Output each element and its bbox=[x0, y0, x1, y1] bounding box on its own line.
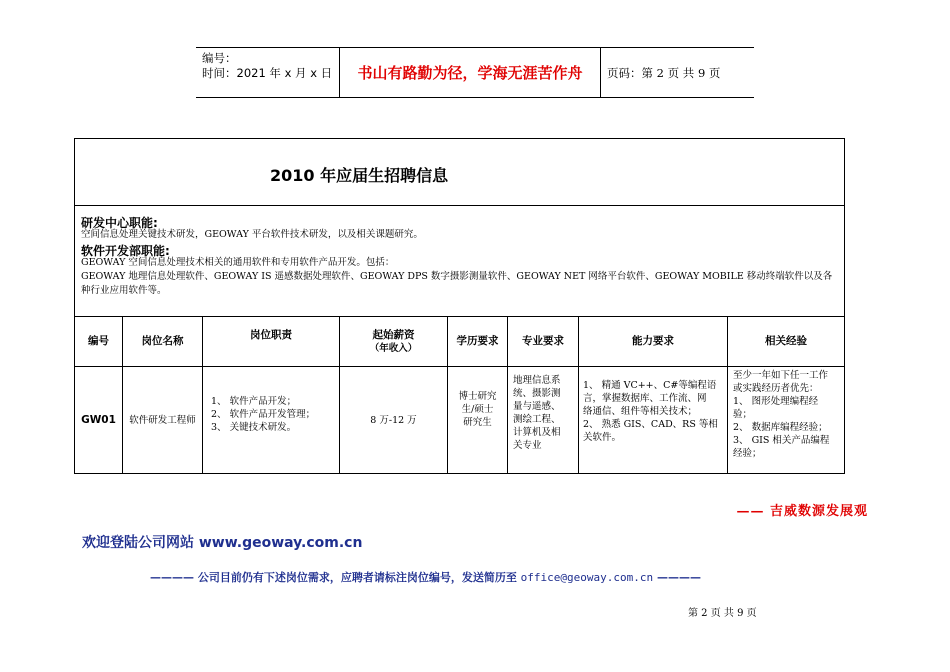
positions-grid bbox=[75, 317, 844, 474]
header-ability: 能力要求 bbox=[632, 335, 674, 347]
major-line: 统、摄影测 bbox=[513, 388, 561, 399]
row-salary: 8 万-12 万 bbox=[370, 415, 417, 426]
row-name: 软件研发工程师 bbox=[129, 415, 196, 426]
page-footer: 第 2 页 共 9 页 bbox=[688, 608, 757, 619]
duty-line: 1、 软件产品开发； bbox=[211, 396, 297, 407]
ability-line: 2、 熟悉 GIS、CAD、RS 等相 bbox=[583, 419, 718, 430]
page-header bbox=[196, 47, 754, 98]
recruitment-table bbox=[74, 138, 845, 474]
ability-line: 1、 精通 VC++、C#等编程语 bbox=[583, 380, 717, 391]
edu-line: 生/硕士 bbox=[461, 404, 494, 415]
exp-line: 3、 GIS 相关产品编程 bbox=[733, 435, 830, 446]
major-line: 量与遥感、 bbox=[513, 401, 561, 412]
header-name: 岗位名称 bbox=[141, 335, 184, 347]
major-line: 计算机及相 bbox=[513, 427, 561, 438]
row-major bbox=[513, 374, 577, 452]
major-line: 测绘工程、 bbox=[513, 414, 561, 425]
header-salary-sub: （年收入） bbox=[369, 342, 418, 354]
company-tagline: —— 吉威数源发展观 bbox=[736, 504, 868, 519]
exp-line: 验； bbox=[733, 409, 753, 420]
exp-line: 或实践经历者优先： bbox=[733, 383, 819, 394]
header-edu: 学历要求 bbox=[456, 335, 499, 347]
notice-prefix: ———— 公司目前仍有下述岗位需求，应聘者请标注岗位编号，发送简历至 bbox=[150, 571, 517, 584]
header-motto-box bbox=[339, 48, 601, 97]
exp-line: 1、 图形处理编程经 bbox=[733, 396, 819, 407]
major-line: 关专业 bbox=[513, 440, 542, 451]
sw-heading: 软件开发部职能: bbox=[81, 244, 170, 258]
exp-line: 经验； bbox=[733, 448, 762, 459]
number-label: 编号： bbox=[202, 51, 237, 65]
header-salary-label: 起始薪资 bbox=[372, 328, 415, 341]
row-duty bbox=[211, 395, 337, 434]
ability-line: 言，掌握数据库、工作流、网 bbox=[583, 393, 707, 404]
header-major: 专业要求 bbox=[522, 335, 564, 347]
sw-text-2: GEOWAY 地理信息处理软件、GEOWAY IS 遥感数据处理软件、GEOWAY DPS 数字摄影测量软件、GEOWAY NET 网络平台软件、GEOWAY MOBILE 移动终端软件以及各种行业应用软件等。 bbox=[81, 271, 833, 296]
duty-line: 2、 软件产品开发管理； bbox=[211, 409, 316, 420]
duty-line: 3、 关键技术研发。 bbox=[211, 422, 297, 433]
row-ability bbox=[583, 379, 726, 444]
ability-line: 络通信、组件等相关技术； bbox=[583, 406, 698, 417]
major-line: 地理信息系 bbox=[513, 375, 561, 386]
page-label: 页码：第 2 页 共 9 页 bbox=[607, 66, 721, 80]
intro-section bbox=[75, 206, 844, 317]
notice-line bbox=[150, 569, 701, 585]
header-salary bbox=[340, 317, 447, 366]
edu-line: 博士研究 bbox=[458, 391, 497, 402]
title-row bbox=[75, 139, 844, 206]
motto: 书山有路勤为径，学海无涯苦作舟 bbox=[357, 64, 583, 82]
edu-line: 研究生 bbox=[463, 417, 492, 428]
page-title: 2010 年应届生招聘信息 bbox=[270, 166, 449, 185]
time-label: 时间：2021 年 x 月 x 日 bbox=[202, 66, 333, 80]
ability-line: 关软件。 bbox=[583, 432, 622, 443]
exp-line: 2、 数据库编程经验； bbox=[733, 422, 828, 433]
row-id: GW01 bbox=[81, 414, 116, 426]
notice-suffix: ———— bbox=[656, 571, 701, 584]
rd-text: 空间信息处理关键技术研发，GEOWAY 平台软件技术研发，以及相关课题研究。 bbox=[81, 229, 423, 240]
header-left bbox=[202, 51, 332, 81]
header-exp: 相关经验 bbox=[765, 335, 807, 347]
sw-text-1: GEOWAY 空间信息处理技术相关的通用软件和专用软件产品开发。包括： bbox=[81, 257, 395, 268]
row-edu bbox=[448, 390, 507, 429]
exp-line: 至少一年如下任一工作 bbox=[733, 370, 829, 381]
rd-heading: 研发中心职能: bbox=[81, 216, 158, 230]
welcome-link[interactable]: 欢迎登陆公司网站 www.geoway.com.cn bbox=[82, 535, 363, 551]
row-exp bbox=[733, 369, 843, 460]
notice-email[interactable]: office@geoway.com.cn bbox=[520, 571, 654, 584]
header-id: 编号 bbox=[88, 335, 109, 347]
header-duty: 岗位职责 bbox=[250, 329, 292, 341]
